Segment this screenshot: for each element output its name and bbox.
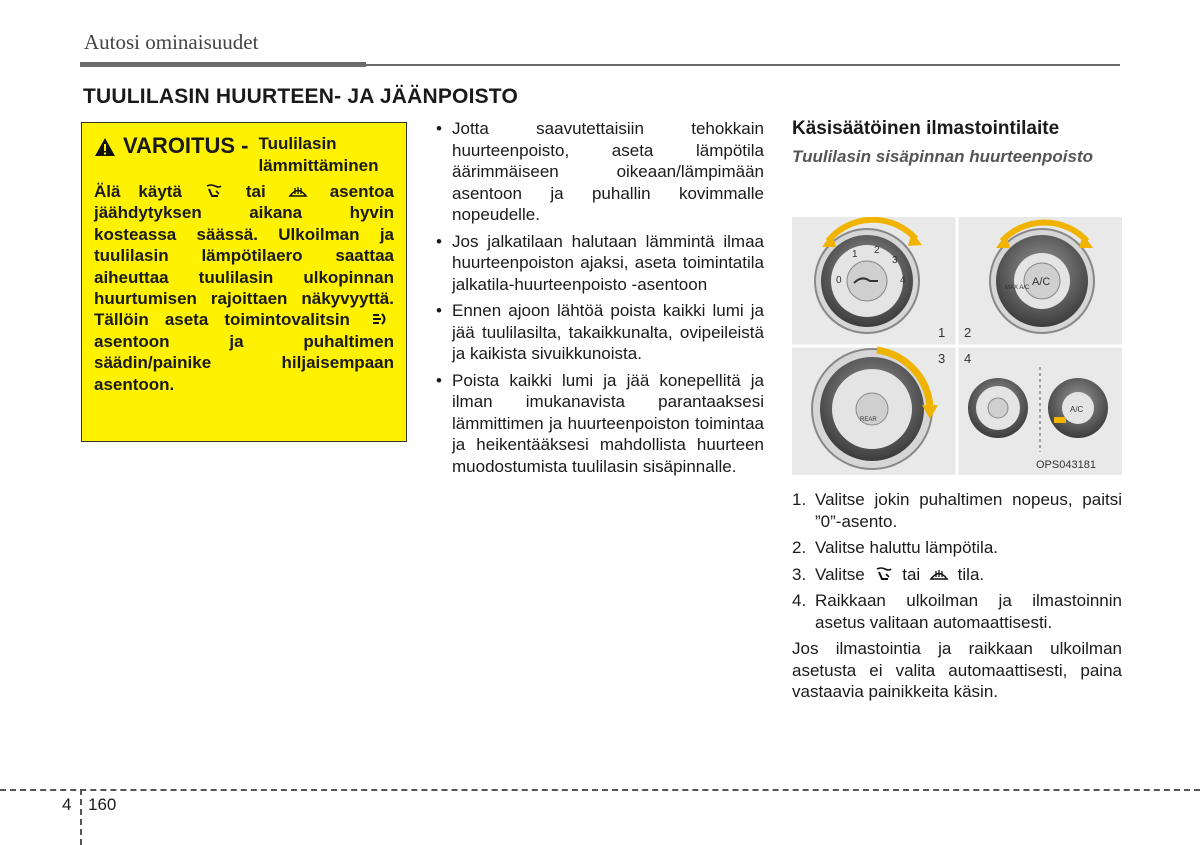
section-title: TUULILASIN HUURTEEN- JA JÄÄNPOISTO — [83, 85, 518, 108]
face-vent-icon — [370, 311, 390, 327]
step-text-part: tai — [902, 564, 921, 584]
header-rule — [80, 62, 366, 67]
warning-text: asentoon ja puhaltimen säädin/painike hiljaisempaan asentoon. — [94, 331, 394, 394]
small-ac-knob-panel4 — [1048, 378, 1108, 438]
fan-speed-knob-panel1 — [815, 220, 922, 333]
fan-number: 3 — [892, 255, 898, 266]
windshield-defrost-icon — [288, 183, 308, 199]
warning-subtitle: Tuulilasin lämmittäminen — [258, 134, 379, 175]
step-text — [815, 564, 1122, 586]
ac-label-small: A/C — [1070, 405, 1084, 414]
floor-defrost-icon — [204, 183, 224, 199]
windshield-defrost-icon — [929, 566, 949, 582]
panel-label: 1 — [938, 325, 946, 340]
step-text: Raikkaan ulkoilman ja ilmastoinnin asetus valitaan automaattisesti. — [815, 591, 1122, 632]
panel-label: 3 — [938, 351, 946, 366]
warning-label: VAROITUS - — [123, 133, 249, 158]
step-number: 3. — [792, 564, 807, 584]
list-item — [792, 590, 1122, 633]
mode-knob-panel3 — [812, 349, 938, 469]
right-column — [792, 118, 1122, 192]
bullet-list — [434, 118, 764, 477]
fan-number: 1 — [852, 249, 858, 260]
step-text-part: Valitse — [815, 564, 865, 584]
climate-control-figure — [792, 217, 1122, 475]
step-number: 4. — [792, 591, 807, 610]
warning-box — [81, 122, 407, 442]
ac-knob-panel2 — [990, 222, 1094, 333]
step-text: Valitse jokin puhaltimen nopeus, paitsi ”0”-asento. — [815, 490, 1122, 531]
warning-text: asentoa jäähdytyksen aikana hyvin kosteassa säässä. Ulkoilman ja tuulilasin lämpötilaero saattaa aiheuttaa tuulilasin ulkopinnan huurtumisen rajoittaen näkyvyyttä. Tällöin aseta toimintovalitsin — [94, 182, 394, 330]
list-item: • Poista kaikki lumi ja jää konepellitä ja ilman imukanavista parantaaksesi lämmittimen ja huurteenpoiston toimintaa ja heikentääksesi mahdollista huurteen muodostumista tuulilasin sisäpinnalle. — [434, 370, 764, 478]
steps-list — [792, 489, 1122, 633]
warning-triangle-icon — [94, 137, 116, 157]
rear-label: REAR — [860, 417, 877, 423]
fan-number: 0 — [836, 275, 842, 286]
panel-label: 2 — [964, 325, 972, 340]
list-item — [792, 564, 1122, 586]
fan-number: 4 — [900, 275, 906, 286]
step-number: 1. — [792, 490, 807, 509]
figure-illustration — [792, 217, 1122, 475]
chapter-number: 4 — [62, 795, 72, 814]
warning-text: tai — [245, 182, 266, 201]
warning-body — [94, 181, 394, 395]
right-heading: Käsisäätöinen ilmastointilaite — [792, 118, 1060, 139]
note-paragraph: Jos ilmastointia ja raikkaan ulkoilman asetusta ei valita automaattisesti, paina vastaavia painikkeita käsin. — [792, 639, 1122, 701]
fan-number: 2 — [874, 245, 880, 256]
page-number: 160 — [88, 795, 117, 814]
list-item: • Jotta saavutettaisiin tehokkain huurteenpoisto, aseta lämpötila äärimmäiseen oikeaan/lämpimään asentoon ja puhallin kovimmalle nopeudelle. — [434, 118, 764, 226]
footer-rule — [0, 789, 1200, 791]
small-fan-knob-panel4 — [968, 378, 1028, 438]
floor-defrost-icon — [874, 566, 894, 582]
steps-section — [792, 489, 1122, 703]
right-subheading: Tuulilasin sisäpinnan huurteenpoisto — [792, 147, 1093, 166]
warning-text: Älä käytä — [94, 182, 182, 201]
list-item — [792, 537, 1122, 559]
list-item: • Ennen ajoon lähtöä poista kaikki lumi ja jää tuulilasilta, takaikkunalta, ovipeileistä ja kaikista sivuikkunoista. — [434, 300, 764, 365]
step-text-part: tila. — [957, 564, 985, 584]
header-rule-thin — [366, 64, 1120, 66]
max-ac-label: MAX A/C — [1005, 285, 1030, 291]
step-number: 2. — [792, 538, 807, 557]
running-header: Autosi ominaisuudet — [84, 30, 259, 54]
list-item — [792, 489, 1122, 532]
ac-label: A/C — [1032, 276, 1051, 288]
panel-label: 4 — [964, 351, 972, 366]
middle-column — [434, 118, 764, 482]
list-item: • Jos jalkatilaan halutaan lämmintä ilmaa huurteenpoiston ajaksi, aseta toimintatila jalkatila-huurteenpoisto -asentoon — [434, 231, 764, 296]
step-text: Valitse haluttu lämpötila. — [815, 538, 999, 557]
footer-divider — [80, 789, 82, 845]
figure-caption: OPS043181 — [1036, 459, 1096, 471]
